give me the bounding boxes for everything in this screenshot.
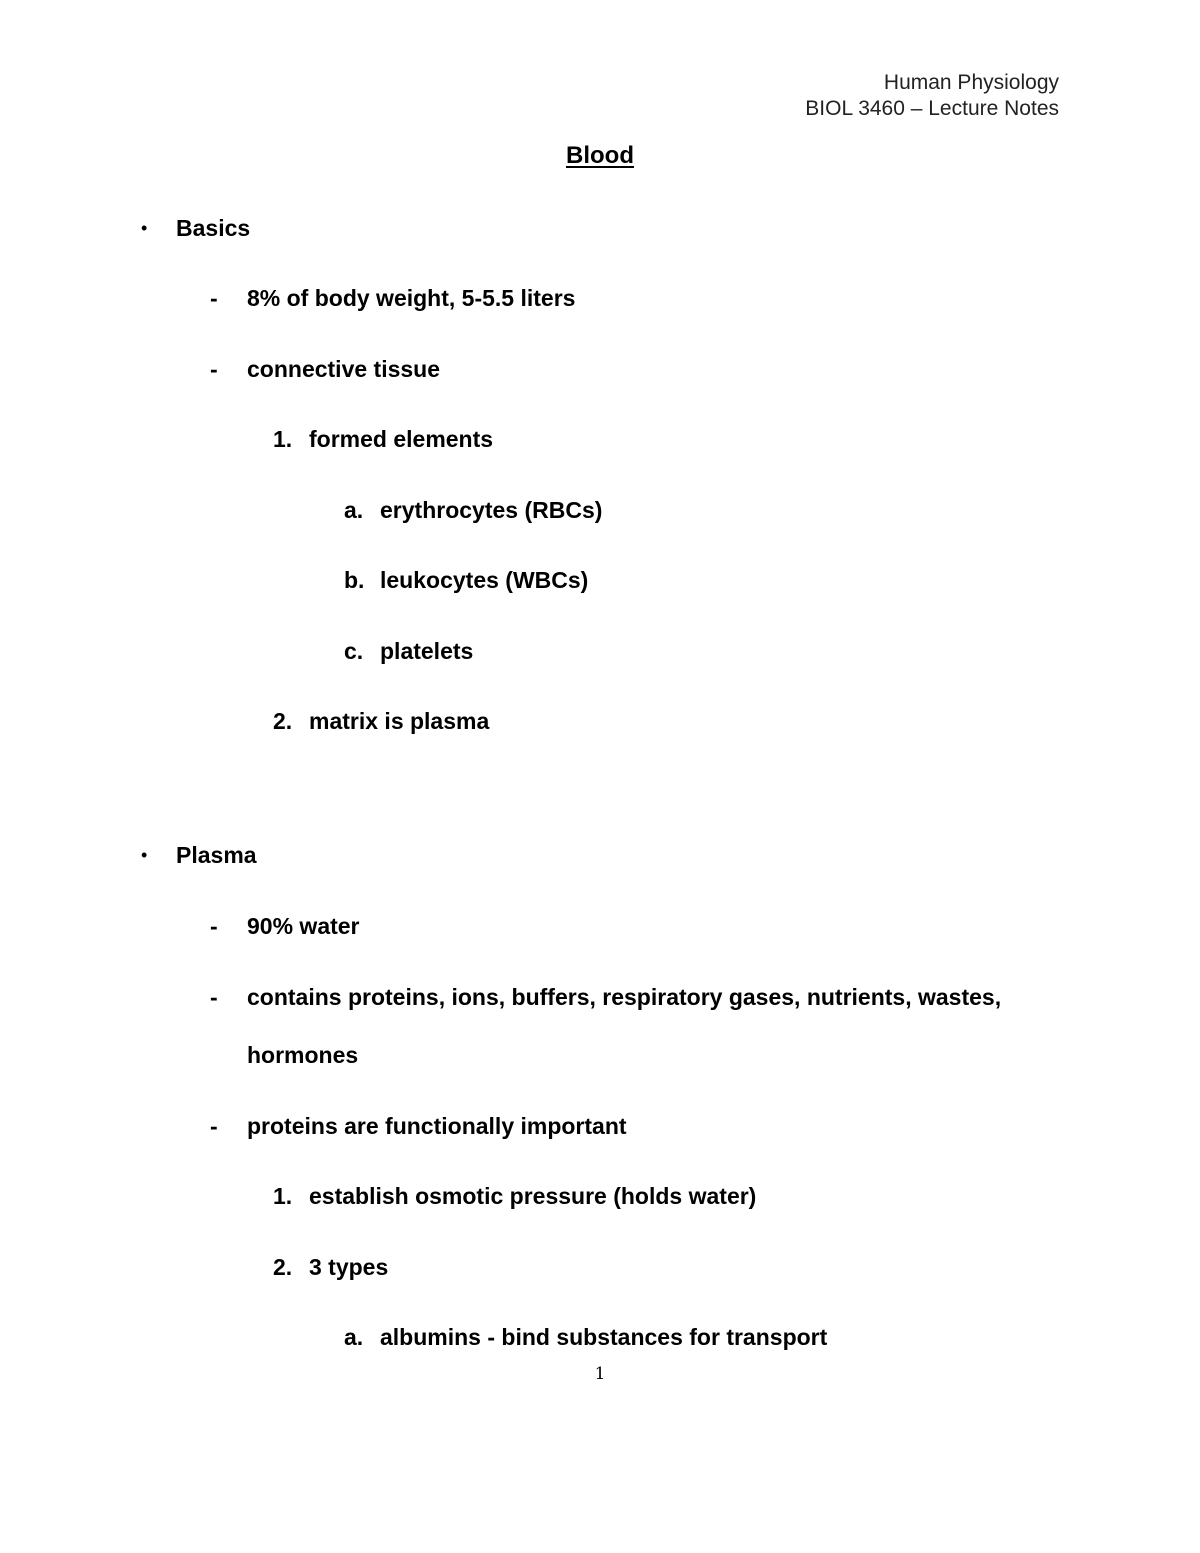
- outline-item-level-2: 90% water: [247, 913, 360, 939]
- outline-marker: •: [141, 218, 148, 238]
- outline-marker: 1.: [273, 426, 293, 452]
- outline-item-level-3: formed elements: [309, 426, 494, 452]
- outline-marker: a.: [344, 1324, 364, 1350]
- outline-marker: -: [210, 285, 218, 311]
- outline-marker: -: [210, 984, 218, 1010]
- header-notes: BIOL 3460 – Lecture Notes: [805, 97, 1059, 120]
- outline-item-level-3: 3 types: [309, 1254, 389, 1280]
- page-title: Blood: [566, 142, 634, 169]
- outline-item-level-2: contains proteins, ions, buffers, respiratory gases, nutrients, wastes,: [247, 984, 1002, 1010]
- outline-marker: a.: [344, 497, 364, 523]
- outline-item-level-2: 8% of body weight, 5-5.5 liters: [247, 285, 576, 311]
- outline-marker: b.: [344, 567, 365, 593]
- outline-marker: c.: [344, 638, 364, 664]
- outline-marker: 1.: [273, 1183, 293, 1209]
- outline-item-level-2: proteins are functionally important: [247, 1113, 627, 1139]
- outline-marker: -: [210, 913, 218, 939]
- outline-marker: 2.: [273, 708, 293, 734]
- outline-item-level-4: erythrocytes (RBCs): [380, 497, 603, 523]
- outline-marker: -: [210, 1113, 218, 1139]
- outline-item-level-1: Plasma: [176, 842, 257, 868]
- outline-item-level-3: matrix is plasma: [309, 708, 490, 734]
- outline-item-level-2: connective tissue: [247, 356, 441, 382]
- outline-marker: -: [210, 356, 218, 382]
- outline-marker: •: [141, 845, 148, 865]
- outline-item-level-4: platelets: [380, 638, 474, 664]
- outline-item-level-1: Basics: [176, 215, 251, 241]
- outline-item-level-4: leukocytes (WBCs): [380, 567, 589, 593]
- outline-item-level-2: hormones: [247, 1042, 359, 1068]
- page-number: 1: [594, 1364, 606, 1384]
- outline-item-level-4: albumins - bind substances for transport: [380, 1324, 828, 1350]
- outline-marker: 2.: [273, 1254, 293, 1280]
- header-course: Human Physiology: [883, 71, 1059, 94]
- outline-item-level-3: establish osmotic pressure (holds water): [309, 1183, 757, 1209]
